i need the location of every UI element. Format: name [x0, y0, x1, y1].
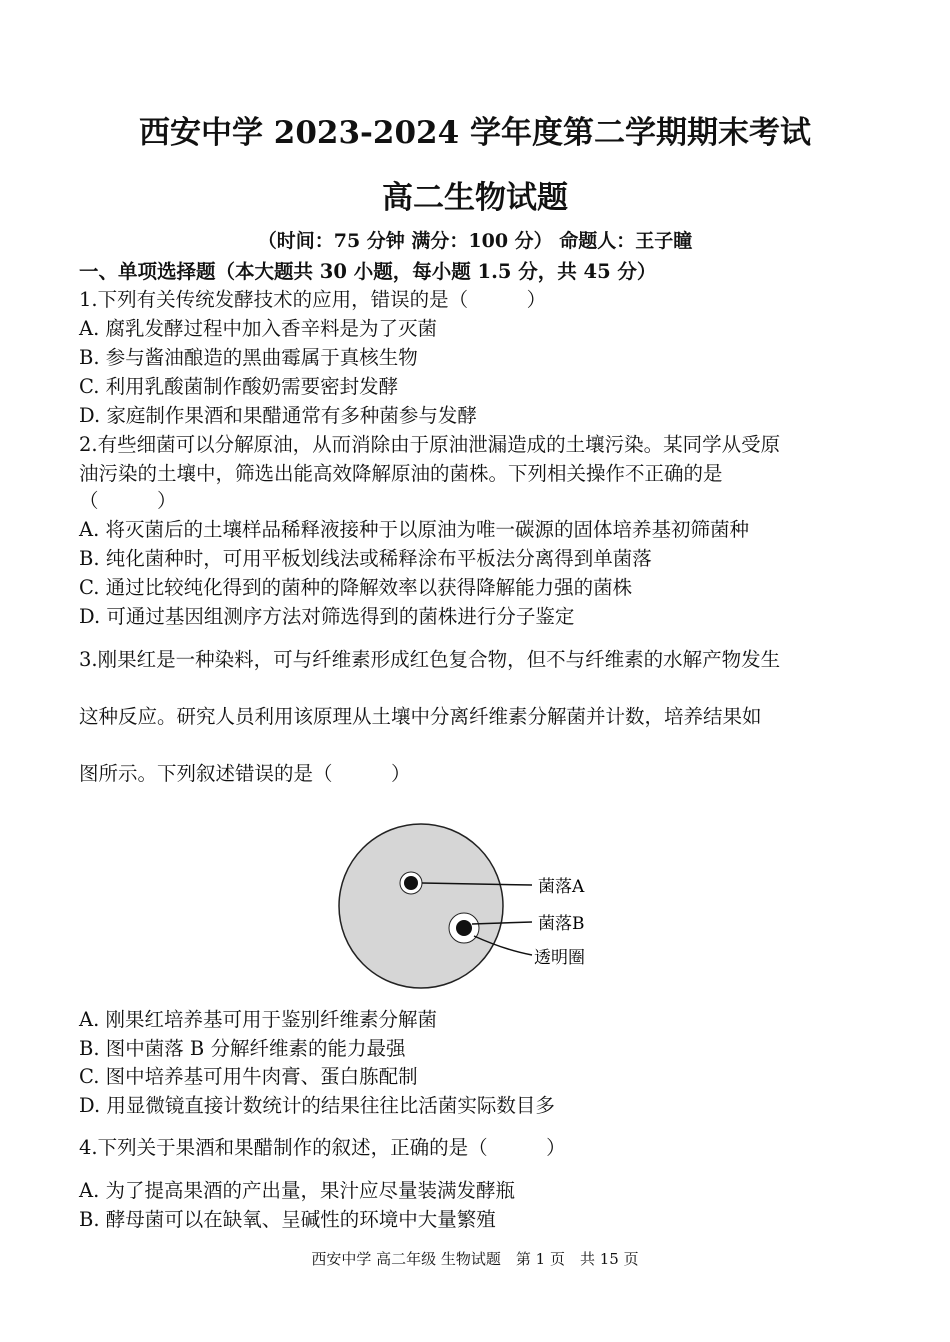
exam-title: 西安中学 2023-2024 学年度第二学期期末考试	[138, 115, 811, 151]
q3-option-c: C. 图中培养基可用牛肉膏、蛋白胨配制	[79, 1065, 418, 1088]
exam-meta	[0, 232, 950, 251]
exam-meta-text: （时间：75 分钟 满分：100 分） 命题人：王子瞳	[257, 230, 693, 252]
q1-option-b: B. 参与酱油酿造的黑曲霉属于真核生物	[79, 346, 418, 369]
section-heading: 一、单项选择题（本大题共 30 小题，每小题 1.5 分，共 45 分）	[79, 260, 657, 283]
q3-option-a: A. 刚果红培养基可用于鉴别纤维素分解菌	[79, 1008, 437, 1031]
q1-option-a: A. 腐乳发酵过程中加入香辛料是为了灭菌	[79, 317, 437, 340]
q4-option-b: B. 酵母菌可以在缺氧、呈碱性的环境中大量繁殖	[79, 1208, 496, 1231]
colony-a	[404, 876, 418, 890]
label-colony-a: 菌落A	[538, 877, 585, 897]
q3-option-b: B. 图中菌落 B 分解纤维素的能力最强	[79, 1037, 406, 1060]
q1-option-c: C. 利用乳酸菌制作酸奶需要密封发酵	[79, 375, 399, 398]
q3-stem-line2: 这种反应。研究人员利用该原理从土壤中分离纤维素分解菌并计数，培养结果如	[79, 705, 762, 728]
q3-stem-line3: 图所示。下列叙述错误的是（ ）	[79, 762, 411, 785]
culture-dish-figure	[335, 812, 615, 1002]
petri-dish	[339, 824, 503, 988]
q4-option-a: A. 为了提高果酒的产出量，果汁应尽量装满发酵瓶	[79, 1179, 515, 1202]
q3-stem-line1: 3.刚果红是一种染料，可与纤维素形成红色复合物，但不与纤维素的水解产物发生	[79, 648, 781, 671]
label-colony-b: 菌落B	[538, 914, 585, 934]
page-footer: 西安中学 高二年级 生物试题 第 1 页 共 15 页	[311, 1250, 639, 1268]
q2-option-c: C. 通过比较纯化得到的菌种的降解效率以获得降解能力强的菌株	[79, 576, 633, 599]
q2-option-a: A. 将灭菌后的土壤样品稀释液接种于以原油为唯一碳源的固体培养基初筛菌种	[79, 518, 749, 541]
colony-b	[456, 920, 472, 936]
q3-option-d: D. 用显微镜直接计数统计的结果往往比活菌实际数目多	[79, 1094, 555, 1117]
q1-option-d: D. 家庭制作果酒和果醋通常有多种菌参与发酵	[79, 404, 477, 427]
q2-option-d: D. 可通过基因组测序方法对筛选得到的菌株进行分子鉴定	[79, 605, 575, 628]
q2-option-b: B. 纯化菌种时，可用平板划线法或稀释涂布平板法分离得到单菌落	[79, 547, 652, 570]
q1-stem: 1.下列有关传统发酵技术的应用，错误的是（ ）	[79, 288, 547, 311]
q4-stem: 4.下列关于果酒和果醋制作的叙述，正确的是（ ）	[79, 1136, 566, 1159]
label-clear-zone: 透明圈	[534, 948, 585, 968]
q2-stem-line3: （ ）	[79, 489, 177, 512]
exam-subtitle: 高二生物试题	[382, 180, 568, 216]
q2-stem-line1: 2.有些细菌可以分解原油，从而消除由于原油泄漏造成的土壤污染。某同学从受原	[79, 433, 781, 456]
q2-stem-line2: 油污染的土壤中，筛选出能高效降解原油的菌株。下列相关操作不正确的是	[79, 462, 723, 485]
